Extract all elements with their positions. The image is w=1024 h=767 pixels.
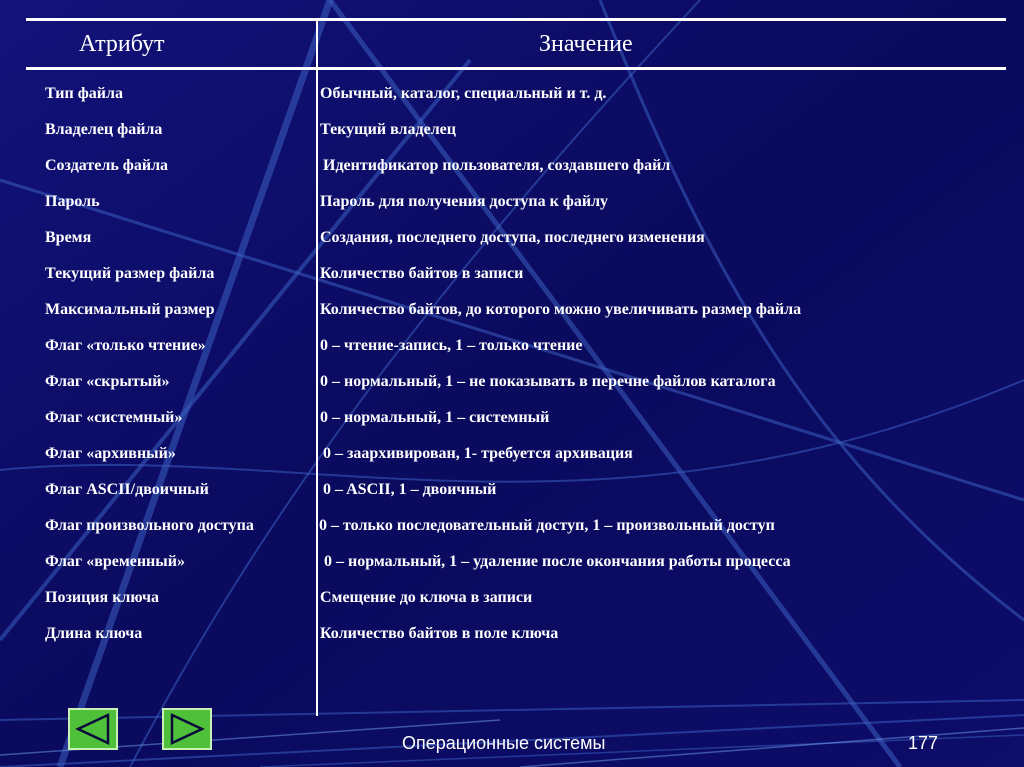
- table-top-rule: [26, 18, 1006, 21]
- table-row: [0, 264, 1024, 300]
- table-header-rule: [26, 67, 1006, 70]
- triangle-left-icon: [73, 712, 113, 746]
- table-row: [0, 228, 1024, 264]
- table-row: [0, 516, 1024, 552]
- row-attribute: Максимальный размер: [45, 301, 215, 318]
- row-attribute: Тип файла: [45, 85, 123, 102]
- row-value: Создания, последнего доступа, последнего изменения: [320, 229, 705, 246]
- row-attribute: Время: [45, 229, 92, 246]
- table-row: [0, 336, 1024, 372]
- row-value: Количество байтов в поле ключа: [320, 625, 559, 642]
- table-row: [0, 444, 1024, 480]
- previous-slide-button[interactable]: [68, 708, 118, 750]
- row-value: 0 – чтение-запись, 1 – только чтение: [320, 337, 583, 354]
- header-value: Значение: [539, 31, 633, 57]
- row-attribute: Флаг произвольного доступа: [45, 517, 254, 534]
- row-value: Количество байтов, до которого можно увеличивать размер файла: [320, 301, 802, 318]
- row-attribute: Флаг «системный»: [45, 409, 183, 426]
- row-attribute: Создатель файла: [45, 157, 169, 174]
- row-value: 0 – нормальный, 1 – не показывать в перечне файлов каталога: [320, 373, 776, 390]
- table-row: [0, 300, 1024, 336]
- row-attribute: Флаг «скрытый»: [45, 373, 170, 390]
- row-attribute: Владелец файла: [45, 121, 163, 138]
- page-number: 177: [908, 733, 939, 753]
- row-value: 0 – заархивирован, 1- требуется архивация: [323, 445, 633, 462]
- attribute-table: [0, 84, 1024, 660]
- next-slide-button[interactable]: [162, 708, 212, 750]
- row-value: Пароль для получения доступа к файлу: [320, 193, 609, 210]
- table-row: [0, 480, 1024, 516]
- row-attribute: Флаг ASCII/двоичный: [45, 481, 209, 498]
- row-value: 0 – нормальный, 1 – системный: [320, 409, 550, 426]
- row-value: Количество байтов в записи: [320, 265, 524, 282]
- table-row: [0, 120, 1024, 156]
- table-row: [0, 588, 1024, 624]
- table-row: [0, 372, 1024, 408]
- row-value: Идентификатор пользователя, создавшего файл: [323, 157, 671, 174]
- triangle-right-icon: [167, 712, 207, 746]
- row-attribute: Текущий размер файла: [45, 265, 215, 282]
- table-row: [0, 408, 1024, 444]
- row-value: Обычный, каталог, специальный и т. д.: [320, 85, 607, 102]
- table-row: [0, 624, 1024, 660]
- row-value: 0 – только последовательный доступ, 1 – произвольный доступ: [319, 517, 775, 534]
- row-attribute: Флаг «только чтение»: [45, 337, 206, 354]
- row-attribute: Флаг «архивный»: [45, 445, 176, 462]
- row-value: 0 – нормальный, 1 – удаление после окончания работы процесса: [324, 553, 791, 570]
- table-row: [0, 552, 1024, 588]
- row-attribute: Длина ключа: [45, 625, 143, 642]
- table-row: [0, 156, 1024, 192]
- row-attribute: Позиция ключа: [45, 589, 160, 606]
- header-attribute: Атрибут: [79, 31, 165, 57]
- row-value: Текущий владелец: [320, 121, 456, 138]
- row-value: Смещение до ключа в записи: [320, 589, 533, 606]
- table-row: [0, 84, 1024, 120]
- footer-title: Операционные системы: [402, 733, 606, 753]
- table-row: [0, 192, 1024, 228]
- row-value: 0 – ASCII, 1 – двоичный: [323, 481, 497, 498]
- row-attribute: Пароль: [45, 193, 100, 210]
- row-attribute: Флаг «временный»: [45, 553, 185, 570]
